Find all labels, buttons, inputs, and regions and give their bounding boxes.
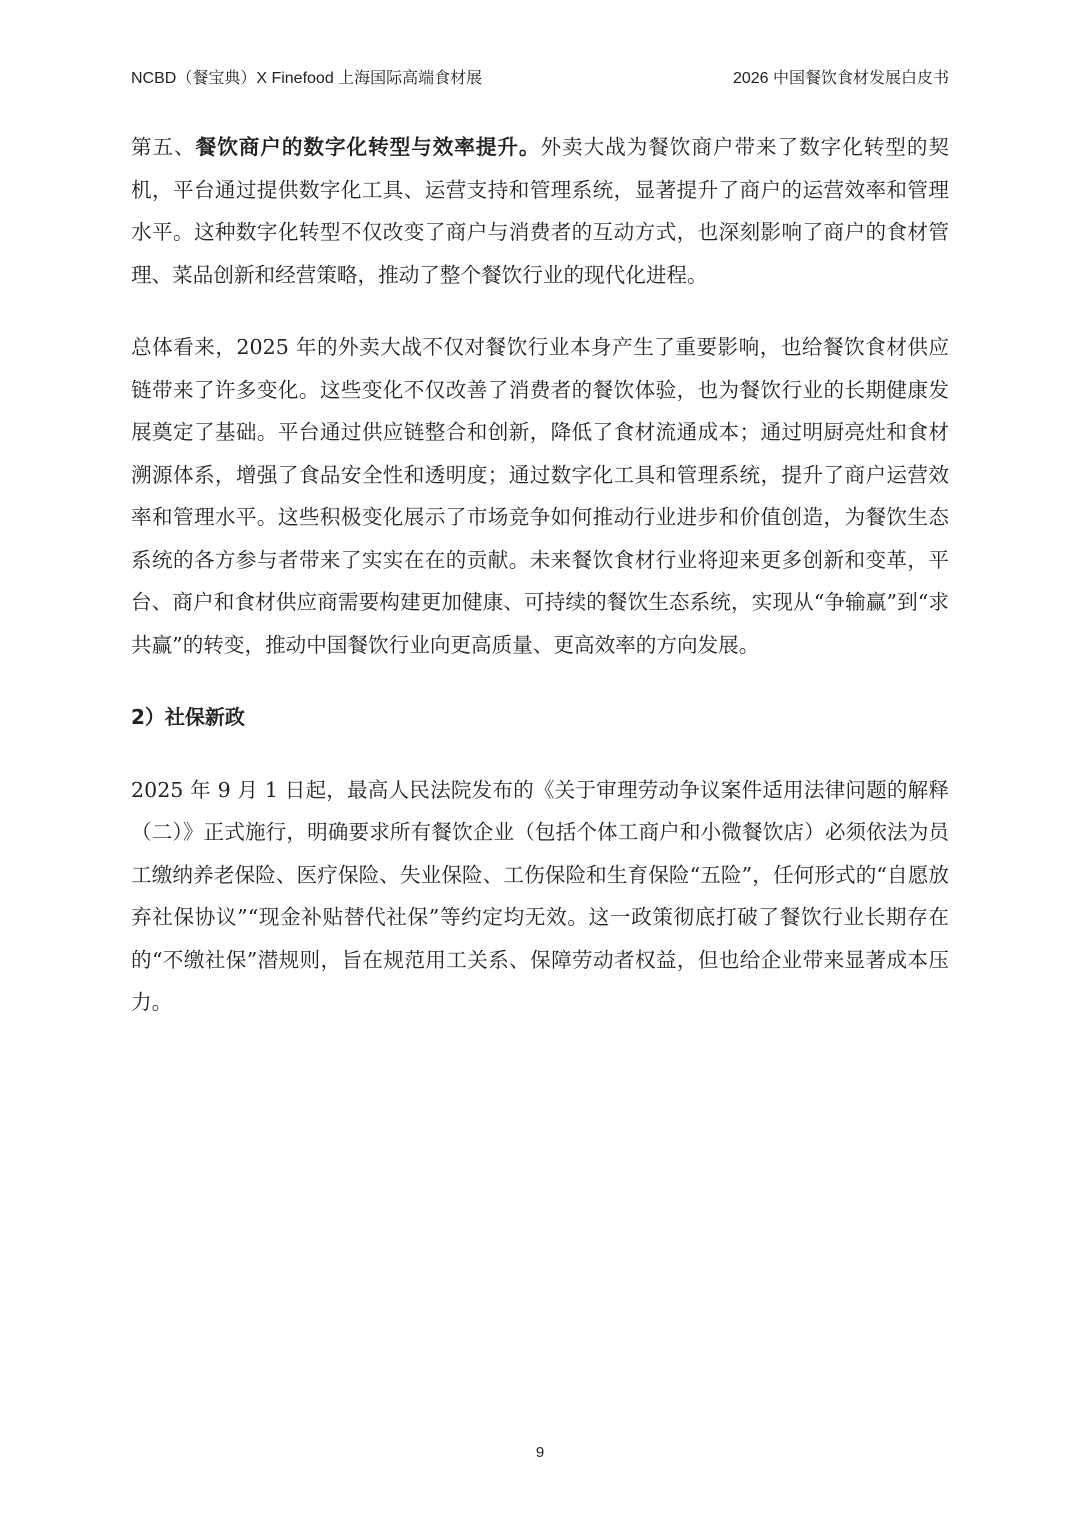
paragraph-bold-heading: 餐饮商户的数字化转型与效率提升。 xyxy=(195,135,541,159)
paragraph-text: 外卖大战为餐饮商户带来了数字化转型的契机，平台通过提供数字化工具、运营支持和管理系统，显著提升了商户的运营效率和管理水平。这种数字化转型不仅改变了商户与消费者的互动方式，也深刻影响了商户的食材管理、菜品创新和经营策略，推动了整个餐饮行业的现代化进程。 xyxy=(131,135,950,287)
paragraph-lead: 第五、 xyxy=(131,135,196,159)
paragraph-summary: 总体看来，2025 年的外卖大战不仅对餐饮行业本身产生了重要影响，也给餐饮食材供应链带来了许多变化。这些变化不仅改善了消费者的餐饮体验，也为餐饮行业的长期健康发展奠定了基础。平台通过供应链整合和创新，降低了食材流通成本；通过明厨亮灶和食材溯源体系，增强了食品安全性和透明度；通过数字化工具和管理系统，提升了商户运营效率和管理水平。这些积极变化展示了市场竞争如何推动行业进步和价值创造，为餐饮生态系统的各方参与者带来了实实在在的贡献。未来餐饮食材行业将迎来更多创新和变革，平台、商户和食材供应商需要构建更加健康、可持续的餐饮生态系统，实现从“争输赢”到“求共赢”的转变，推动中国餐饮行业向更高质量、更高效率的方向发展。 xyxy=(131,335,949,657)
page-body xyxy=(131,126,949,1024)
page-number: 9 xyxy=(535,1444,545,1461)
section-heading-social-insurance: 2）社保新政 xyxy=(131,705,245,729)
paragraph-digital-transformation xyxy=(131,126,949,296)
paragraph-social-insurance-policy: 2025 年 9 月 1 日起，最高人民法院发布的《关于审理劳动争议案件适用法律问题的解释（二）》正式施行，明确要求所有餐饮企业（包括个体工商户和小微餐饮店）必须依法为员工缴纳养老保险、医疗保险、失业保险、工伤保险和生育保险“五险”，任何形式的“自愿放弃社保协议”“现金补贴替代社保”等约定均无效。这一政策彻底打破了餐饮行业长期存在的“不缴社保”潜规则，旨在规范用工关系、保障劳动者权益，但也给企业带来显著成本压力。 xyxy=(131,777,949,1014)
header-left-title: NCBD（餐宝典）X Finefood 上海国际高端食材展 xyxy=(131,69,483,87)
header-right-title: 2026 中国餐饮食材发展白皮书 xyxy=(732,69,949,87)
page-header xyxy=(131,62,949,90)
